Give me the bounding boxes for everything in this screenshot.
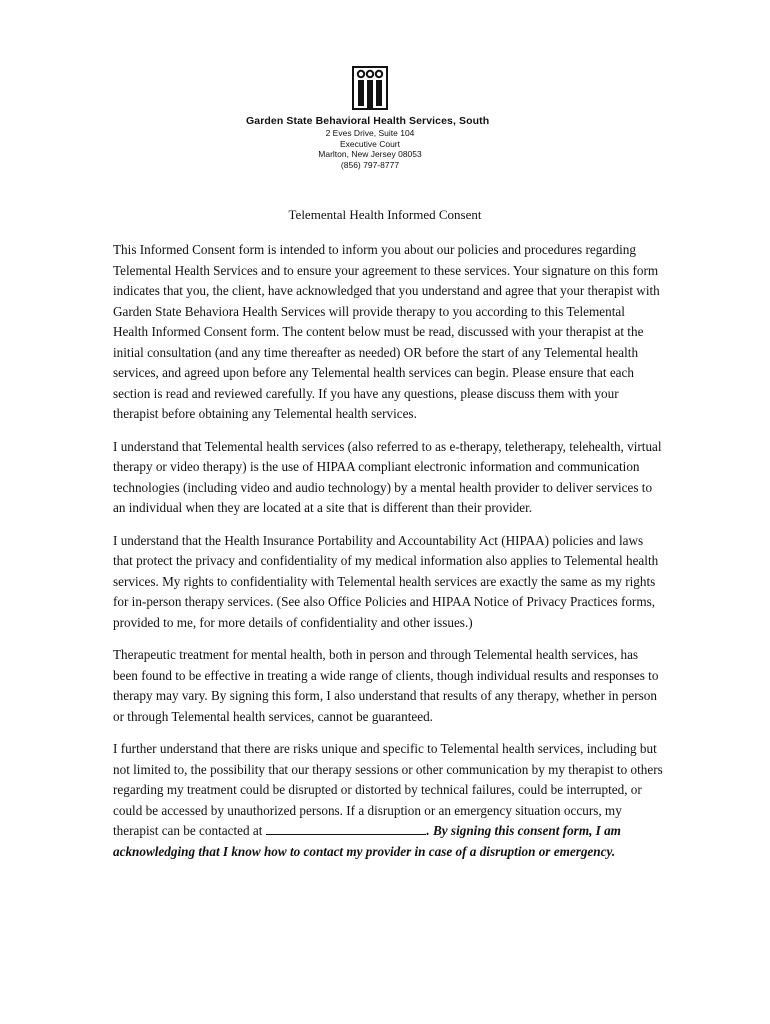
paragraph-definition: I understand that Telemental health services (also referred to as e-therapy, teletherapy, telehealth, virtual therapy or video therapy) is the use of HIPAA compliant electronic information and communication technologies (including video and audio technology) by a mental health provider to deliver services to an individual when they are located at a site that is different than their provider. <box>113 438 662 515</box>
address-phone: (856) 797-8777 <box>340 159 400 170</box>
paragraph-hipaa: I understand that the Health Insurance Portability and Accountability Act (HIPAA) policies and laws that protect the privacy and confidentiality of my medical information also applies to Telemental health services. My rights to confidentiality with Telemental health services are exactly the same as my rights for in-person therapy services. (See also Office Policies and HIPAA Notice of Privacy Practices forms, provided to me, for more details of confidentiality and other issues.) <box>113 532 659 630</box>
document-body <box>113 240 663 874</box>
risks-text: I further understand that there are risks unique and specific to Telemental health services, including but not limited to, the possibility that our therapy sessions or other communication by my therapist to others regarding my treatment could be disrupted or distorted by technical failures, could be interrupted, or could be accessed by unauthorized persons. If a disruption or an emergency situation occurs, my therapist can be contacted at <box>113 741 663 838</box>
organization-name: Garden State Behavioral Health Services, South <box>246 115 490 127</box>
paragraph-risks <box>113 739 663 862</box>
contact-blank-line[interactable] <box>266 822 426 835</box>
address-line: Marlton, New Jersey 08053 <box>318 149 422 160</box>
paragraph-intro: This Informed Consent form is intended to inform you about our policies and procedures regarding Telemental Health Services and to ensure your agreement to these services. Your signature on this form indicates that you, the client, have acknowledged that you understand and agree that your therapist with Garden State Behaviora Health Services will provide therapy to you according to this Telemental Health Informed Consent form. The content below must be read, discussed with your therapist at the initial consultation (and any time thereafter as needed) OR before the start of any Telemental health services, and agreed upon before any Telemental health services can begin. Please ensure that each section is read and reviewed carefully. If you have any questions, please discuss them with your therapist before obtaining any Telemental health services. <box>113 242 660 421</box>
address-line: Executive Court <box>340 138 400 149</box>
document-title: Telemental Health Informed Consent <box>288 207 482 222</box>
organization-address <box>300 128 440 170</box>
acknowledgment-text: . By signing this consent form, I am acknowledging that I know how to contact my provider in case of a disruption or emergency. <box>113 823 621 859</box>
paragraph-effectiveness: Therapeutic treatment for mental health, both in person and through Telemental health services, has been found to be effective in treating a wide range of clients, though individual results and responses to therapy may vary. By signing this form, I also understand that results of any therapy, whether in person or through Telemental health services, cannot be guaranteed. <box>113 647 659 724</box>
people-group-logo-icon <box>352 66 388 110</box>
address-line: 2 Eves Drive, Suite 104 <box>325 128 415 138</box>
